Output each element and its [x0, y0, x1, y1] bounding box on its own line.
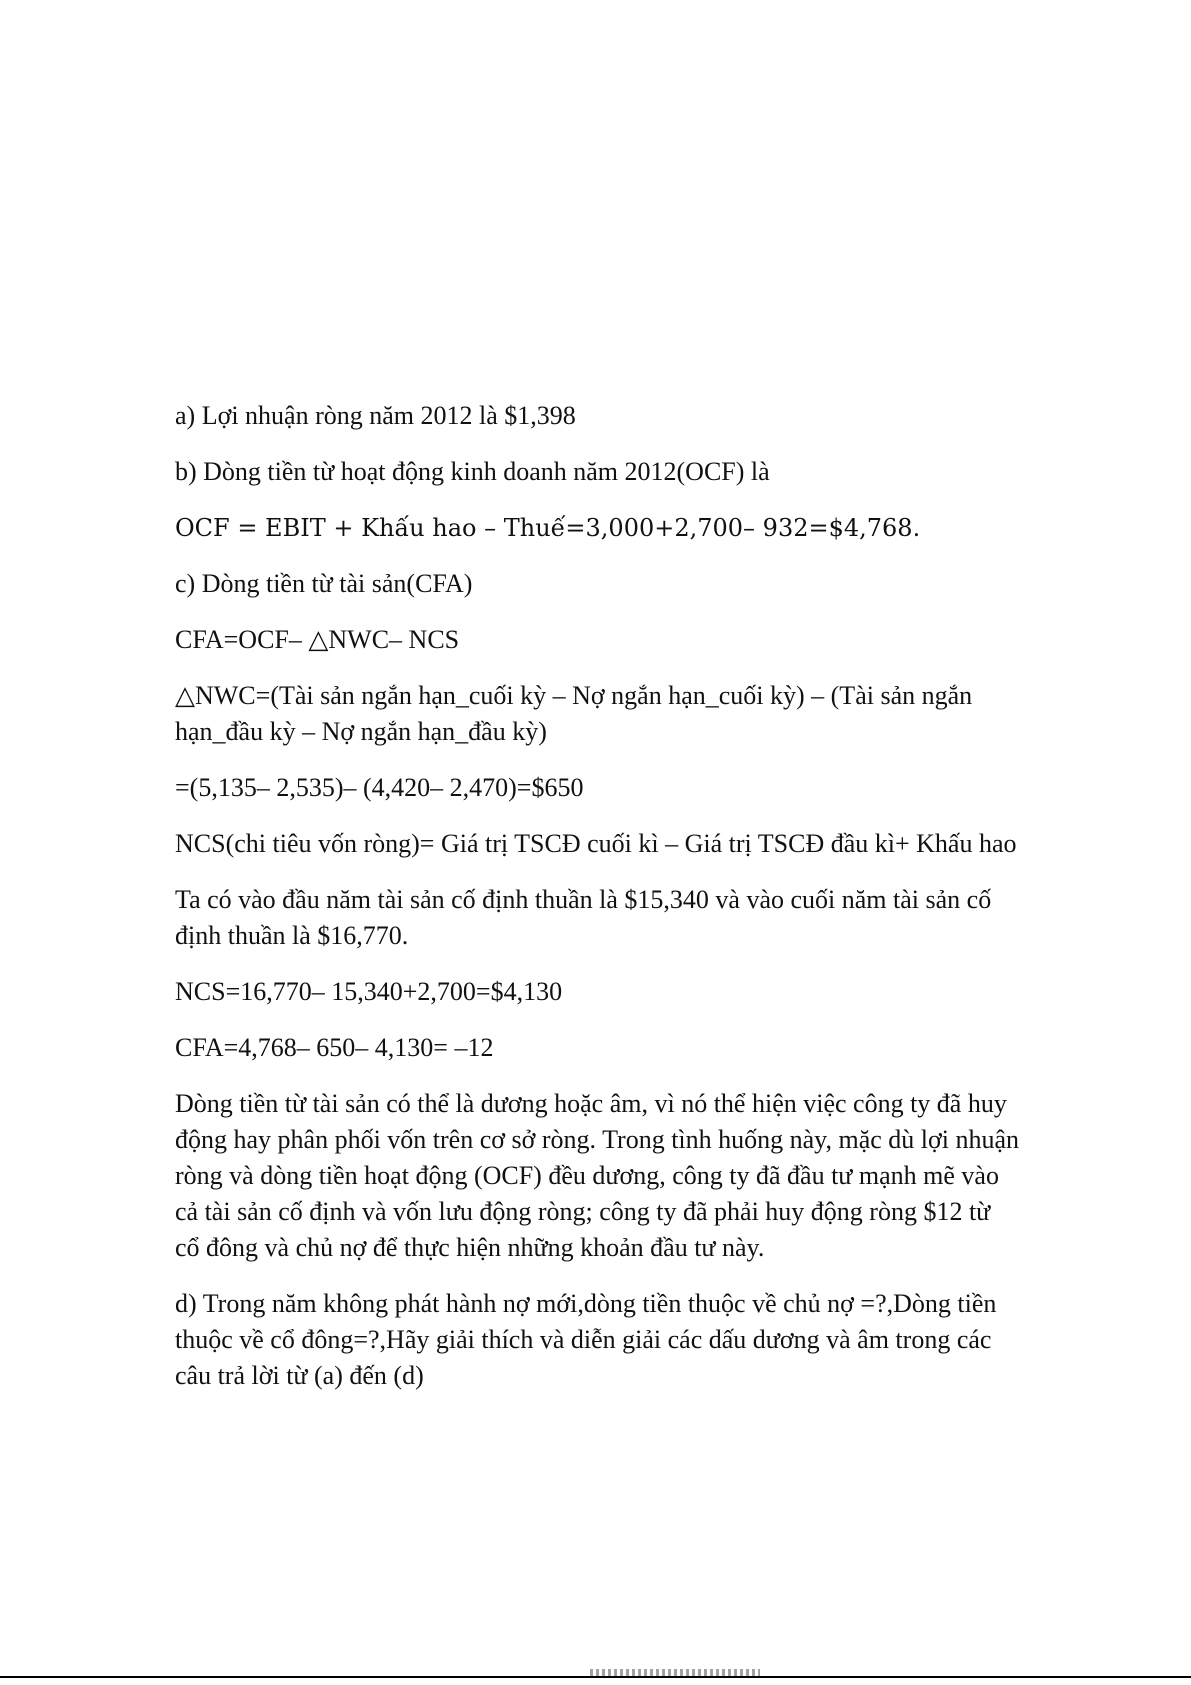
ncs-calculation: NCS=16,770– 15,340+2,700=$4,130 [175, 977, 563, 1006]
ocf-formula: OCF = EBIT + Khấu hao – Thuế=3,000+2,700– 932=$4,768. [175, 514, 921, 542]
answer-b-heading: b) Dòng tiền từ hoạt động kinh doanh năm 2012(OCF) là [175, 457, 770, 486]
question-d: d) Trong năm không phát hành nợ mới,dòng tiền thuộc về chủ nợ =?,Dòng tiền thuộc về cổ đông=?,Hãy giải thích và diễn giải các dấu dương và âm trong các câu trả lời từ (a) đến (d) [175, 1289, 997, 1390]
nwc-formula: △NWC=(Tài sản ngắn hạn_cuối kỳ – Nợ ngắn hạn_cuối kỳ) – (Tài sản ngắn hạn_đầu kỳ – Nợ ngắn hạn_đầu kỳ) [175, 681, 973, 746]
document-body [175, 398, 1020, 1414]
ncs-formula: NCS(chi tiêu vốn ròng)= Giá trị TSCĐ cuối kì – Giá trị TSCĐ đầu kì+ Khấu hao [175, 829, 1017, 858]
cfa-formula: CFA=OCF– △NWC– NCS [175, 625, 460, 654]
fixed-assets-note: Ta có vào đầu năm tài sản cố định thuần là $15,340 và vào cuối năm tài sản cố định thuần là $16,770. [175, 885, 992, 950]
cfa-explanation: Dòng tiền từ tài sản có thể là dương hoặc âm, vì nó thể hiện việc công ty đã huy động hay phân phối vốn trên cơ sở ròng. Trong tình huống này, mặc dù lợi nhuận ròng và dòng tiền hoạt động (OCF) đều dương, công ty đã đầu tư mạnh mẽ vào cả tài sản cố định và vốn lưu động ròng; công ty đã phải huy động ròng $12 từ cổ đông và chủ nợ để thực hiện những khoản đầu tư này. [175, 1089, 1020, 1262]
answer-c-heading: c) Dòng tiền từ tài sản(CFA) [175, 569, 473, 598]
cfa-calculation: CFA=4,768– 650– 4,130= –12 [175, 1033, 494, 1062]
footer-divider [0, 1676, 1191, 1678]
nwc-calculation: =(5,135– 2,535)– (4,420– 2,470)=$650 [175, 773, 584, 802]
answer-a: a) Lợi nhuận ròng năm 2012 là $1,398 [175, 401, 576, 430]
